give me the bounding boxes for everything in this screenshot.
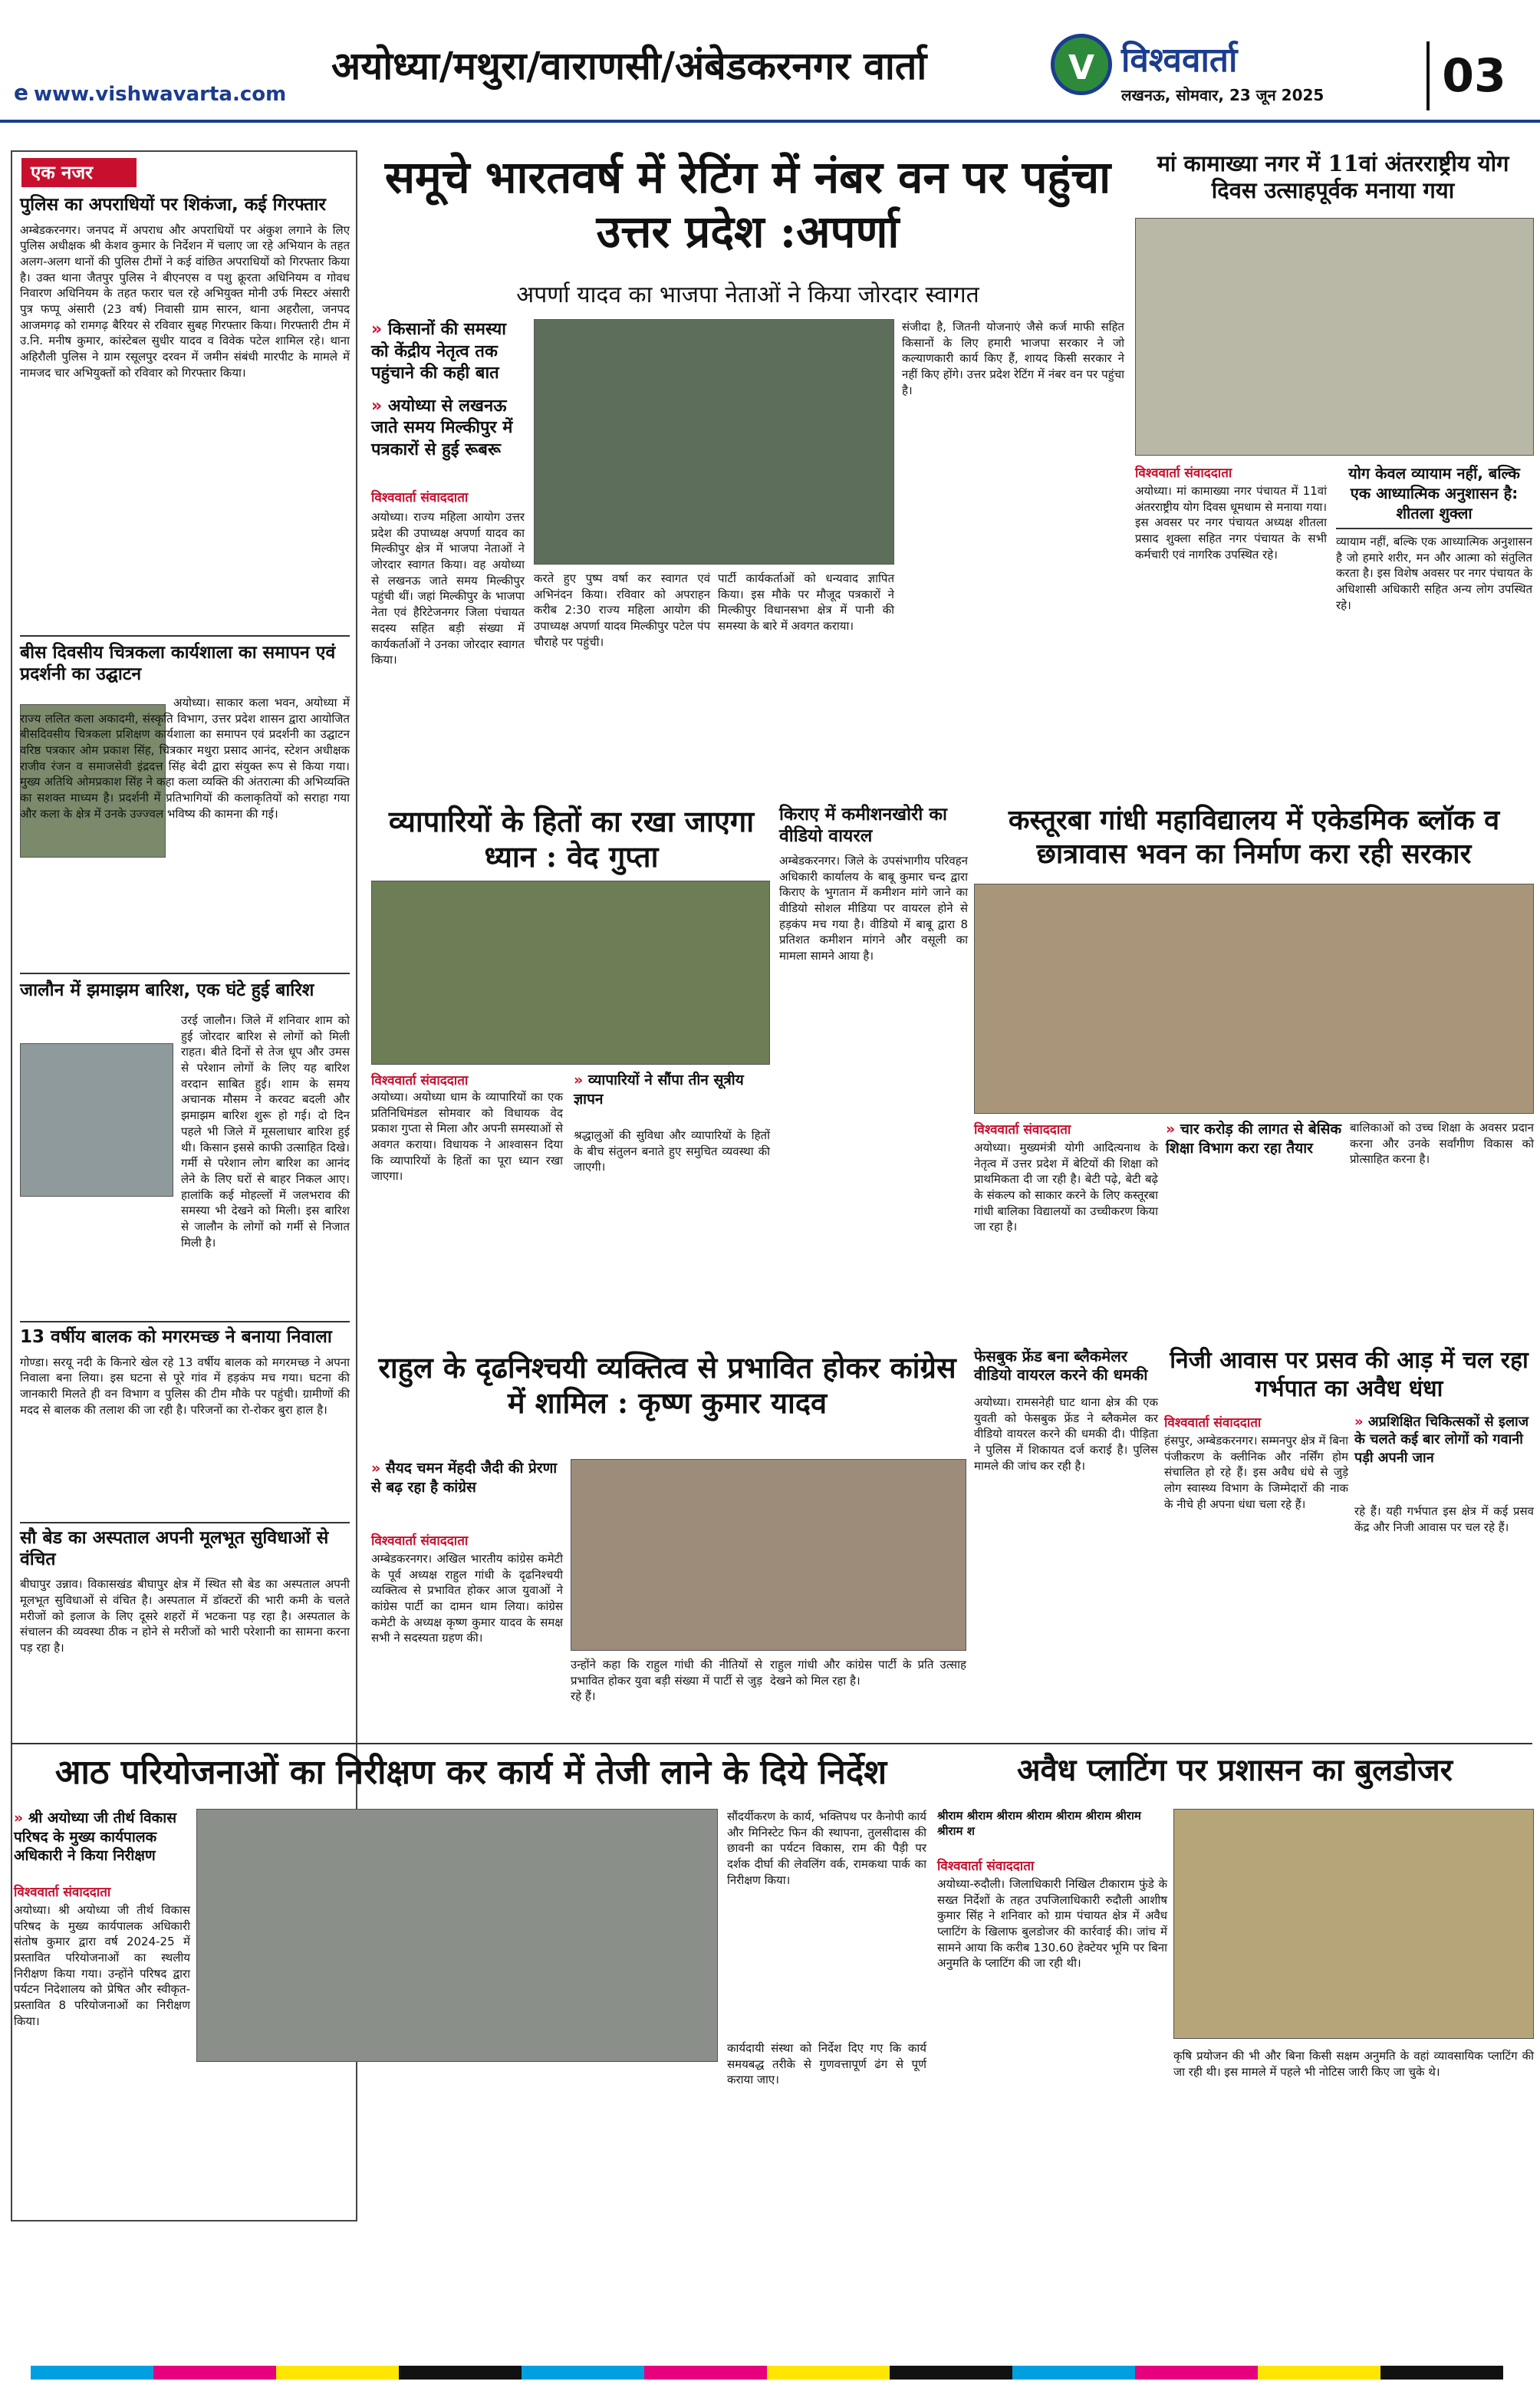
avaidh-shriram-line: श्रीराम श्रीराम श्रीराम श्रीराम श्रीराम श्रीराम श्रीराम श्रीराम श bbox=[937, 1809, 1141, 1838]
niji-quote: » अप्रशिक्षित चिकित्सकों से इलाज के चलते कई बार लोगों को गवानी पड़ी अपनी जान bbox=[1354, 1414, 1529, 1466]
vyapari-headline: व्यापारियों के हितों का रखा जाएगा ध्यान : वेद गुप्ता bbox=[388, 804, 755, 874]
kiraye-body: अम्बेडकरनगर। जिले के उपसंभागीय परिवहन अधिकारी कार्यालय के बाबू कुमार चन्द द्वारा किराए के भुगतान में कमीशन मांगे जाने का वीडियो सोशल मीडिया पर वायरल होने से हड़कंप मच गया है। वीडियो में बाबू द्वारा 8 प्रतिशत कमीशन मांगने और वसूली का मामला सामने आया है। bbox=[779, 854, 968, 963]
aparna-welcome-photo bbox=[534, 319, 894, 565]
vyapari-byline: विश्ववार्ता संवाददाता bbox=[371, 1073, 469, 1089]
page-number: 03 bbox=[1426, 41, 1519, 110]
aath-byline: विश्ववार्ता संवाददाता bbox=[14, 1885, 111, 1900]
divider bbox=[11, 1743, 1532, 1744]
left-body-2: अयोध्या। साकार कला भवन, अयोध्या में राज्य ललित कला अकादमी, संस्कृति विभाग, उत्तर प्रदेश शासन द्वारा आयोजित बीसदिवसीय चित्रकला प्रशिक्षण कार्यशाला का समापन एवं प्रदर्शनी का उद्घाटन वरिष्ठ पत्रकार ओम प्रकाश सिंह, चित्रकार मथुरा प्रसाद आनंद, स्टेशन अधीक्षक राजीव रंजन व समाजसेवी इंद्रदत्त सिंह बेदी द्वारा संयुक्त रूप से किया गया। मुख्य अतिथि ओमप्रकाश सिंह ने कहा कला व्यक्ति की अंतरात्मा की अभिव्यक्ति का सशक्त माध्यम है। प्रदर्शनी में प्रतिभागियों की कलाकृतियों को सराहा गया और कला के क्षेत्र में उनके उज्ज्वल भविष्य की कामना की गई। bbox=[20, 696, 350, 821]
lead-bullet-1: » किसानों की समस्या को केंद्रीय नेतृत्व तक पहुंचाने की कही बात bbox=[371, 320, 506, 384]
site-url[interactable]: www.vishwavarta.com bbox=[34, 83, 287, 106]
kasturba-headline: कस्तूरबा गांधी महाविद्यालय में एकेडमिक ब्लॉक व छात्रावास भवन का निर्माण करा रही सरकार bbox=[1008, 804, 1500, 870]
color-swatches bbox=[31, 2366, 1503, 2380]
left-body-5: बीघापुर उन्नाव। विकासखंड बीघापुर क्षेत्र में स्थित सौ बेड का अस्पताल अपनी मूलभूत सुविधाओं से वंचित है। अस्पताल में डॉक्टरों की भारी कमी के चलते मरीजों को इलाज के लिए दूसरे शहरों में भटकना पड़ रहा है। अस्पताल के संचालन की व्यवस्था ठीक न होने से मरीजों को भारी परेशानी का सामना करना पड़ रहा है। bbox=[20, 1577, 350, 1655]
rahul-body-2: उन्होंने कहा कि राहुल गांधी की नीतियों से प्रभावित होकर युवा बड़ी संख्या में पार्टी से जुड़ रहे हैं। bbox=[571, 1658, 762, 1704]
left-headline-1: पुलिस का अपराधियों पर शिकंजा, कई गिरफ्तार bbox=[20, 195, 326, 215]
yoga-body-2: व्यायाम नहीं, बल्कि एक आध्यात्मिक अनुशासन है जो हमारे शरीर, मन और आत्मा को संतुलित करता है। इस विशेष अवसर पर नगर पंचायत के अधिशासी अधिकारी सहित अन्य लोग उपस्थित रहे। bbox=[1336, 535, 1532, 612]
lead-headline: समूचे भारतवर्ष में रेटिंग में नंबर वन पर पहुंचा उत्तर प्रदेश :अपर्णा bbox=[384, 151, 1111, 258]
divider bbox=[20, 635, 350, 637]
rahul-photo bbox=[571, 1459, 966, 1651]
facebook-body: अयोध्या। रामसनेही घाट थाना क्षेत्र की एक युवती को फेसबुक फ्रेंड ने ब्लैकमेल कर वीडियो वायरल करने की धमकी दी। पीड़िता ने पुलिस में शिकायत दर्ज कराई है। पुलिस मामले की जांच कर रही है। bbox=[974, 1395, 1158, 1473]
rahul-headline: राहुल के दृढनिश्चयी व्यक्तित्व से प्रभावित होकर कांग्रेस में शामिल : कृष्ण कुमार यादव bbox=[378, 1350, 956, 1421]
yoga-byline: विश्ववार्ता संवाददाता bbox=[1135, 466, 1232, 481]
left-headline-5: सौ बेड का अस्पताल अपनी मूलभूत सुविधाओं से वंचित bbox=[20, 1528, 329, 1569]
vyapari-quote: » व्यापारियों ने सौंपा तीन सूत्रीय ज्ञापन bbox=[574, 1072, 744, 1108]
kasturba-body: अयोध्या। मुख्यमंत्री योगी आदित्यनाथ के नेतृत्व में उत्तर प्रदेश में बेटियों की शिक्षा को प्राथमिकता दी जा रही है। बेटी पढ़े, बेटी बढ़े के संकल्प को साकार करने के लिए कस्तूरबा गांधी बालिका विद्यालयों का उच्चीकरण किया जा रहा है। bbox=[974, 1141, 1158, 1234]
left-headline-4: 13 वर्षीय बालक को मगरमच्छ ने बनाया निवाला bbox=[20, 1327, 332, 1347]
niji-headline: निजी आवास पर प्रसव की आड़ में चल रहा गर्भपात का अवैध धंधा bbox=[1170, 1347, 1528, 1402]
lead-body-2: करते हुए पुष्प वर्षा कर स्वागत एवं अभिनंदन किया। रविवार को अपराहन करीब 2:30 राज्य महिला आयोग की उपाध्यक्ष अपर्णा यादव मिल्कीपुर पटेल पंप चौराहे पर पहुंची। bbox=[534, 571, 710, 649]
section-title: अयोध्या/मथुरा/वाराणसी/अंबेडकरनगर वार्ता bbox=[331, 43, 927, 88]
niji-byline: विश्ववार्ता संवाददाता bbox=[1164, 1415, 1262, 1431]
avaidh-body: अयोध्या-रुदौली। जिलाधिकारी निखिल टीकाराम फुंडे के सख्त निर्देशों के तहत उपजिलाधिकारी रुदौली आशीष कुमार सिंह ने शनिवार को ग्राम पंचायत क्षेत्र में अवैध प्लाटिंग के खिलाफ बुलडोजर की कार्रवाई की। जांच में सामने आया कि करीब 130.60 हेक्टेयर भूमि पर बिना अनुमति के प्लाटिंग की जा रही थी। bbox=[937, 1877, 1167, 1971]
niji-body: हंसपुर, अम्बेडकरनगर। सम्मनपुर क्षेत्र में बिना पंजीकरण के क्लीनिक और नर्सिंग होम संचालित हो रहे हैं। इस अवैध धंधे से जुड़े लोग स्वास्थ्य विभाग के जिम्मेदारों की नाक के नीचे ही अपना धंधा चला रहे हैं। bbox=[1164, 1434, 1348, 1511]
masthead bbox=[0, 0, 1540, 123]
ek-nazar-tag: एक नजर bbox=[21, 158, 137, 187]
divider bbox=[20, 1522, 350, 1523]
print-color-bar bbox=[0, 2332, 1540, 2401]
kasturba-byline: विश्ववार्ता संवाददाता bbox=[974, 1122, 1071, 1138]
facebook-headline: फेसबुक फ्रेंड बना ब्लैकमेलर वीडियो वायरल करने की धमकी bbox=[974, 1347, 1148, 1385]
left-body-4: गोण्डा। सरयू नदी के किनारे खेल रहे 13 वर्षीय बालक को मगरमच्छ ने अपना निवाला बना लिया। इस घटना से पूरे गांव में हड़कंप मच गया। घटना की जानकारी मिलते ही वन विभाग व पुलिस की टीम मौके पर पहुंची। ग्रामीणों की मदद से बालक की तलाश की जा रही है। परिजनों का रो-रोकर बुरा हाल है। bbox=[20, 1355, 350, 1417]
avaidh-body-2: कृषि प्रयोजन की भी और बिना किसी सक्षम अनुमति के वहां व्यावसायिक प्लाटिंग की जा रही थी। इस मामले में पहले भी नोटिस जारी किए जा चुके थे। bbox=[1173, 2049, 1534, 2079]
brand-name: विश्ववार्ता bbox=[1121, 41, 1238, 80]
aath-body-2: सौंदर्यीकरण के कार्य, भक्तिपथ पर कैनोपी कार्य और मिनिस्टेट फिन की स्थापना, तुलसीदास की छावनी का पर्यटन विकास, राम की पैड़ी पर दर्शक दीर्घा की लेवलिंग वर्क, रामकथा पार्क का निरीक्षण किया। bbox=[727, 1810, 926, 1887]
inspection-photo bbox=[196, 1809, 718, 2062]
aath-body-1: अयोध्या। श्री अयोध्या जी तीर्थ विकास परिषद के मुख्य कार्यपालक अधिकारी संतोष कुमार द्वारा वर्ष 2024-25 में प्रस्तावित परियोजनाओं का स्थलीय निरीक्षण किया गया। उन्होंने परिषद द्वारा पर्यटन निदेशालय को प्रेषित और स्वीकृत-प्रस्तावित 8 परियोजनाओं का निरीक्षण किया। bbox=[14, 1903, 190, 2028]
lead-body-1: अयोध्या। राज्य महिला आयोग उत्तर प्रदेश की उपाध्यक्ष अपर्णा यादव का मिल्कीपुर क्षेत्र में भाजपा नेताओं ने जोरदार स्वागत किया। वह अयोध्या से लखनऊ जाते समय मिल्कीपुर पहुंची थीं। जहां मिल्कीपुर के भाजपा नेता एवं हैरिटेजनगर जिला पंचायत सदस्य सहित बड़ी संख्या में कार्यकर्ताओं ने उनका जोरदार स्वागत किया। bbox=[371, 510, 525, 667]
divider bbox=[20, 1321, 350, 1322]
aath-headline: आठ परियोजनाओं का निरीक्षण कर कार्य में तेजी लाने के दिये निर्देश bbox=[54, 1753, 887, 1792]
aath-body-3: कार्यदायी संस्था को निर्देश दिए गए कि कार्य समयबद्ध तरीके से गुणवत्तापूर्ण ढंग से पूर्ण कराया जाए। bbox=[727, 2041, 926, 2087]
niji-body-2: रहे हैं। यही गर्भपात इस क्षेत्र में कई प्रसव केंद्र और निजी आवास पर चल रहे हैं। bbox=[1354, 1504, 1534, 1534]
yoga-body-1: अयोध्या। मां कामाख्या नगर पंचायत में 11वां अंतरराष्ट्रीय योग दिवस धूमधाम से मनाया गया। इस अवसर पर नगर पंचायत अध्यक्ष शीतला प्रसाद शुक्ला सहित नगर पंचायत के सभी कर्मचारी एवं नागरिक उपस्थित रहे। bbox=[1135, 484, 1327, 562]
yoga-headline: मां कामाख्या नगर में 11वां अंतरराष्ट्रीय योग दिवस उत्साहपूर्वक मनाया गया bbox=[1157, 150, 1509, 204]
bulldozer-photo bbox=[1173, 1809, 1534, 2039]
kasturba-construction-photo bbox=[974, 884, 1534, 1114]
avaidh-headline: अवैध प्लाटिंग पर प्रशासन का बुलडोजर bbox=[1016, 1752, 1453, 1788]
rain-photo bbox=[20, 1043, 173, 1197]
lead-bullet-2: » अयोध्या से लखनऊ जाते समय मिल्कीपुर में पत्रकारों से हुई रूबरू bbox=[371, 396, 513, 459]
lead-body-4: संजीदा है, जितनी योजनाएं जैसे कर्ज माफी सहित किसानों के लिए हमारी भाजपा सरकार ने जो कल्याणकारी कार्य किए हैं, शायद किसी सरकार ने नहीं किए होंगे। उत्तर प्रदेश रेटिंग में नंबर वन पर पहुंचा है। bbox=[902, 320, 1124, 397]
rahul-body-1: अम्बेडकरनगर। अखिल भारतीय कांग्रेस कमेटी के पूर्व अध्यक्ष राहुल गांधी के दृढनिश्चयी व्यक्तित्व से प्रभावित होकर आज युवाओं ने कांग्रेस पार्टी का दामन थाम लिया। कांग्रेस कमेटी के अध्यक्ष कृष्ण कुमार यादव के समक्ष सभी ने सदस्यता ग्रहण की। bbox=[371, 1552, 563, 1645]
vyapari-body-2: श्रद्धालुओं की सुविधा और व्यापारियों के हितों के बीच संतुलन बनाते हुए समुचित व्यवस्था की जाएगी। bbox=[574, 1128, 770, 1174]
rahul-byline: विश्ववार्ता संवाददाता bbox=[371, 1533, 469, 1549]
left-body-3: उरई जालौन। जिले में शनिवार शाम को हुई जोरदार बारिश से लोगों को मिली राहत। बीते दिनों से तेज धूप और उमस से परेशान लोगों के लिए यह बारिश वरदान साबित हुई। शाम के समय अचानक मौसम ने करवट बदली और झमाझम बारिश शुरू हो गई। दो दिन पहले भी जिले में मूसलाधार बारिश हुई थी। किसान इससे काफी उत्साहित दिखे। गर्मी से परेशान लोग बारिश का आनंद लेने के लिए घरों से बाहर निकल आए। हालांकि कई मोहल्लों में जलभराव की समस्या भी देखने को मिली। इस बारिश से जालौन के लोगों को गर्मी से निजात मिली है। bbox=[181, 1013, 350, 1250]
logo-icon: V bbox=[1051, 34, 1112, 95]
yoga-photo bbox=[1135, 218, 1534, 456]
rahul-caption: राहुल गांधी और कांग्रेस पार्टी के प्रति उत्साह देखने को मिल रहा है। bbox=[770, 1658, 966, 1688]
lead-subhead: अपर्णा यादव का भाजपा नेताओं ने किया जोरदार स्वागत bbox=[516, 282, 979, 308]
kasturba-quote: » चार करोड़ की लागत से बेसिक शिक्षा विभाग करा रहा तैयार bbox=[1166, 1121, 1342, 1157]
ie-icon: e bbox=[14, 80, 28, 105]
dateline: लखनऊ, सोमवार, 23 जून 2025 bbox=[1121, 86, 1324, 104]
left-headline-3: जालौन में झमाझम बारिश, एक घंटे हुई बारिश bbox=[20, 980, 314, 1000]
vyapari-body: अयोध्या। अयोध्या धाम के व्यापारियों का एक प्रतिनिधिमंडल सोमवार को विधायक वेद प्रकाश गुप्ता से मिला और अपनी समस्याओं से अवगत कराया। विधायक ने आश्वासन दिया कि व्यापारियों के हितों का पूरा ध्यान रखा जाएगा। bbox=[371, 1090, 563, 1184]
yoga-quote: योग केवल व्यायाम नहीं, बल्कि एक आध्यात्मिक अनुशासन है: शीतला शुक्ला bbox=[1336, 463, 1532, 529]
lead-body-3: पार्टी कार्यकर्ताओं को धन्यवाद ज्ञापित किया। इस मौके पर मौजूद पत्रकारों ने मिल्कीपुर विधानसभा क्षेत्र में पानी की समस्या के बारे में अवगत कराया। bbox=[718, 571, 894, 634]
aath-bullet: » श्री अयोध्या जी तीर्थ विकास परिषद के मुख्य कार्यपालक अधिकारी ने किया निरीक्षण bbox=[14, 1810, 177, 1865]
vyapari-photo bbox=[371, 881, 770, 1065]
avaidh-byline: विश्ववार्ता संवाददाता bbox=[937, 1859, 1035, 1874]
left-body-1: अम्बेडकरनगर। जनपद में अपराध और अपराधियों पर अंकुश लगाने के लिए पुलिस अधीक्षक श्री केशव कुमार के निर्देशन में चलाए जा रहे अभियान के तहत अलग-अलग थानों की पुलिस टीमों ने कई वांछित अपराधियों को गिरफ्तार किया है। उक्त थाना जैतपुर पुलिस ने बीएनएस व पशु क्रूरता अधिनियम व गोवध निवारण अधिनियम के तहत फरार चल रहे अभियुक्त मोनी उर्फ मिस्टर अंसारी पुत्र फप्पू अंसारी (23 वर्ष) निवासी ग्राम सारन, थाना अहरौला, जनपद आजमगढ़ को रामगढ़ बैरियर से रविवार सुबह गिरफ्तार किया। गिरफ्तारी टीम में उ.नि. मनीष कुमार, कांस्टेबल सुधीर यादव व विवेक पटेल शामिल रहे। थाना अहिरौली पुलिस ने ग्राम रसूलपुर दरवन में जमीन संबंधी मारपीट के मामले में नामजद चार अभियुक्तों को रविवार को गिरफ्तार किया। bbox=[20, 222, 350, 380]
divider bbox=[20, 973, 350, 974]
lead-byline: विश्ववार्ता संवाददाता bbox=[371, 490, 469, 506]
kiraye-headline: किराए में कमीशनखोरी का वीडियो वायरल bbox=[779, 804, 948, 847]
rahul-bullet: » सैयद चमन मेंहदी जैदी की प्रेरणा से बढ़ रहा है कांग्रेस bbox=[371, 1460, 558, 1496]
left-headline-2: बीस दिवसीय चित्रकला कार्यशाला का समापन एवं प्रदर्शनी का उद्घाटन bbox=[20, 643, 336, 684]
kasturba-body-2: बालिकाओं को उच्च शिक्षा के अवसर प्रदान करना और उनके सर्वांगीण विकास को प्रोत्साहित करना है। bbox=[1350, 1121, 1534, 1167]
